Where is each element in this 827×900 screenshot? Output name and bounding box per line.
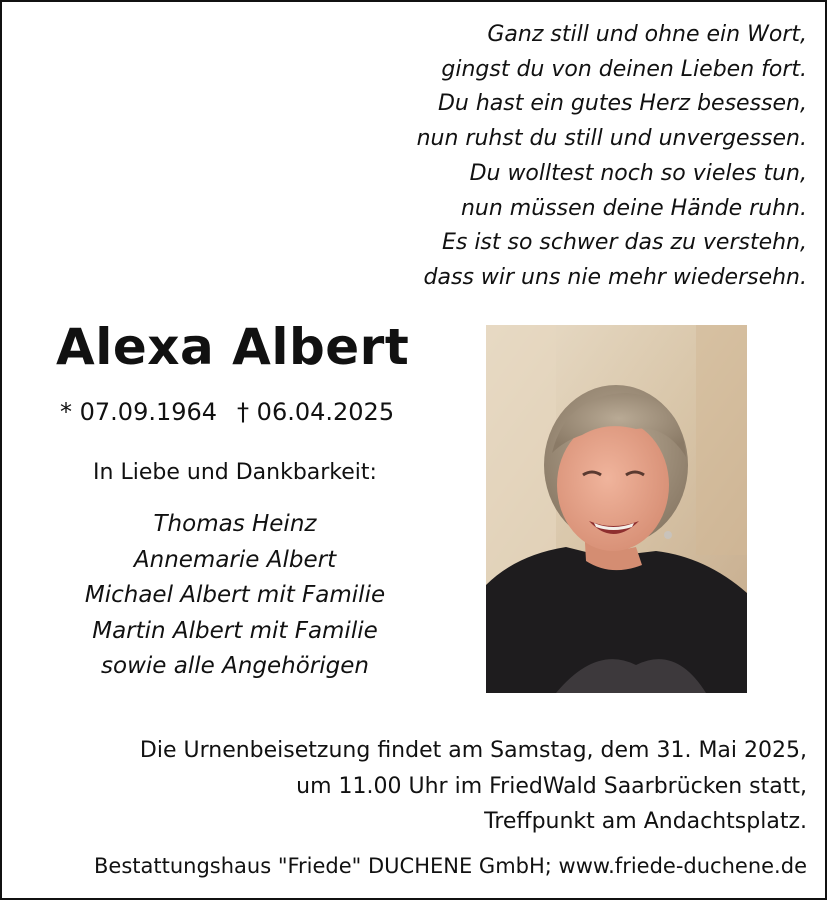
poem-line: Du hast ein gutes Herz besessen,	[437, 91, 807, 117]
poem-line: dass wir uns nie mehr wiedersehn.	[423, 264, 807, 290]
mourner: Martin Albert mit Familie	[92, 617, 378, 644]
mourner: Thomas Heinz	[153, 511, 317, 537]
funeral-notice	[140, 733, 807, 840]
life-dates	[60, 398, 394, 426]
deceased-name: Alexa Albert	[56, 318, 410, 376]
funeral-line: Die Urnenbeisetzung findet am Samstag, dem 31. Mai 2025,	[139, 738, 807, 763]
mourners-list	[0, 507, 470, 685]
birth-date: * 07.09.1964	[60, 398, 218, 426]
dedication: In Liebe und Dankbarkeit:	[93, 460, 377, 485]
poem-line: Es ist so schwer das zu verstehn,	[441, 230, 807, 256]
mourner: Michael Albert mit Familie	[84, 582, 386, 608]
funeral-line: um 11.00 Uhr im FriedWald Saarbrücken statt,	[296, 773, 807, 799]
poem-line: nun müssen deine Hände ruhn.	[460, 195, 807, 221]
poem	[417, 18, 807, 296]
poem-line: gingst du von deinen Lieben fort.	[441, 56, 807, 82]
funeral-line: Treffpunkt am Andachtsplatz.	[484, 809, 807, 834]
death-date: † 06.04.2025	[237, 398, 395, 426]
mourner: sowie alle Angehörigen	[101, 653, 369, 679]
mourner: Annemarie Albert	[133, 546, 337, 573]
poem-line: Ganz still und ohne ein Wort,	[487, 22, 807, 47]
poem-line: nun ruhst du still und unvergessen.	[416, 126, 807, 152]
portrait-photo	[486, 325, 747, 693]
poem-line: Du wolltest noch so vieles tun,	[469, 160, 807, 186]
funeral-home-footer: Bestattungshaus "Friede" DUCHENE GmbH; www.friede-duchene.de	[94, 854, 807, 878]
